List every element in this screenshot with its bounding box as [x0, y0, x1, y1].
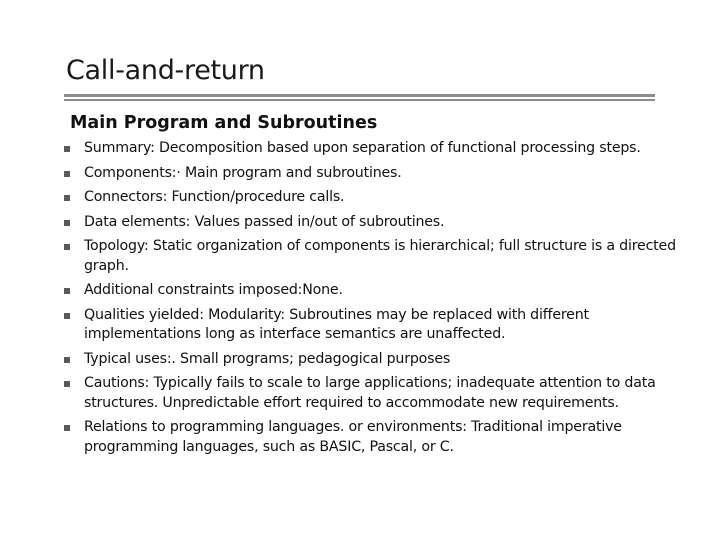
bullet-text: Additional constraints imposed:None. — [84, 282, 343, 298]
square-bullet-icon — [64, 425, 70, 431]
bullet-item-components — [64, 164, 684, 184]
bullet-item-cautions — [64, 374, 684, 413]
bullet-item-relations — [64, 418, 684, 457]
bullet-item-constraints — [64, 281, 684, 301]
bullet-item-topology — [64, 237, 684, 276]
square-bullet-icon — [64, 381, 70, 387]
bullet-text: Data elements: Values passed in/out of subroutines. — [84, 213, 445, 230]
square-bullet-icon — [64, 288, 70, 294]
bullet-list — [64, 139, 684, 462]
square-bullet-icon — [64, 171, 70, 177]
title-divider-top — [64, 94, 655, 97]
slide-title: Call-and-return — [66, 55, 265, 86]
bullet-item-connectors — [64, 188, 684, 208]
bullet-text: Cautions: Typically fails to scale to large applications; inadequate attention to data structures. Unpredictable effort required to accommodate new requirements. — [84, 375, 656, 411]
square-bullet-icon — [64, 195, 70, 201]
square-bullet-icon — [64, 220, 70, 226]
bullet-text: Connectors: Function/procedure calls. — [84, 189, 345, 205]
bullet-text: Summary: Decomposition based upon separation of functional processing steps. — [84, 140, 641, 156]
title-divider-bottom — [64, 99, 655, 101]
bullet-item-typical-uses — [64, 350, 684, 370]
bullet-text: Qualities yielded: Modularity: Subroutines may be replaced with different implementations long as interface semantics are unaffected. — [84, 306, 589, 342]
bullet-item-data-elements — [64, 213, 684, 233]
bullet-text: Topology: Static organization of components is hierarchical; full structure is a directed graph. — [84, 238, 676, 274]
slide-subtitle: Main Program and Subroutines — [70, 113, 378, 133]
bullet-item-summary — [64, 139, 684, 159]
square-bullet-icon — [64, 146, 70, 152]
bullet-item-qualities — [64, 306, 684, 345]
square-bullet-icon — [64, 244, 70, 250]
bullet-text: Components:· Main program and subroutines. — [84, 164, 402, 181]
square-bullet-icon — [64, 357, 70, 363]
bullet-text: Typical uses:. Small programs; pedagogical purposes — [84, 350, 451, 367]
square-bullet-icon — [64, 313, 70, 319]
bullet-text: Relations to programming languages. or environments: Traditional imperative programming languages, such as BASIC, Pascal, or C. — [84, 419, 622, 455]
